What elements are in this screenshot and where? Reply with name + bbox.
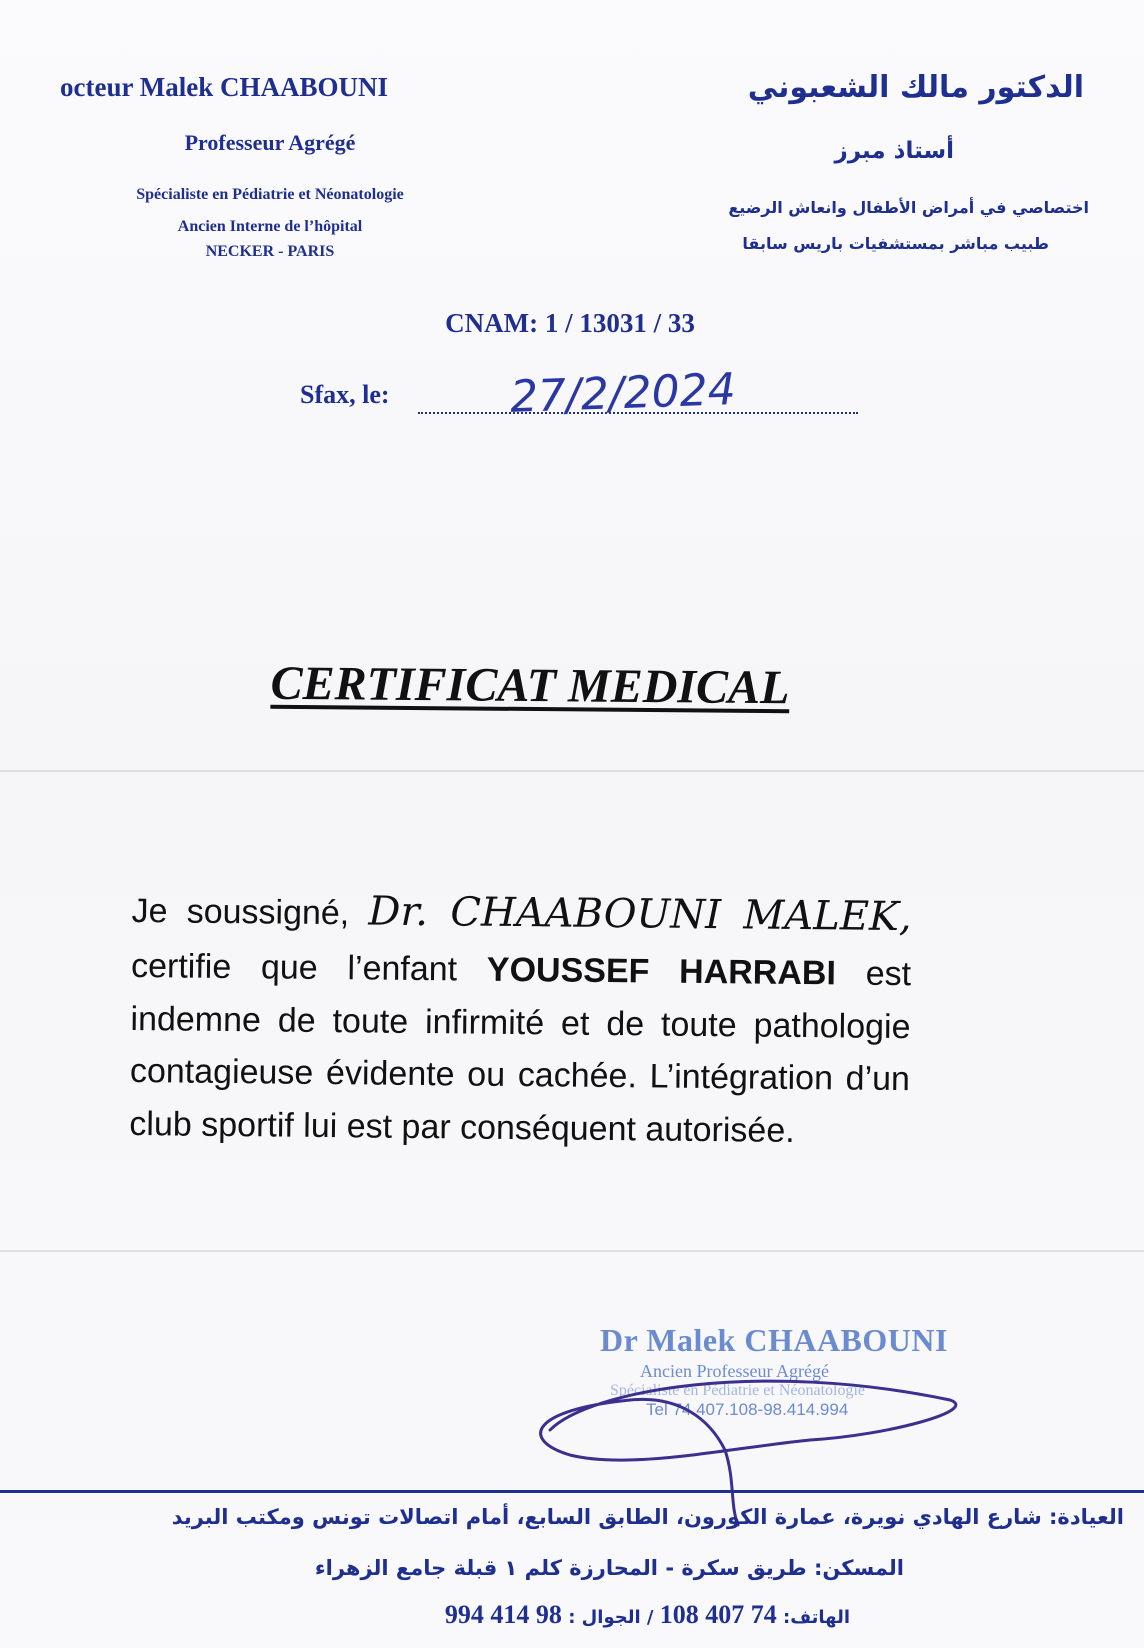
footer-home-address: المسكن: طريق سكرة - المحارزة كلم ١ قبلة جامع الزهراء [314,1556,904,1580]
date-handwritten: 27/2/2024 [509,364,737,423]
date-label: Sfax, le: [300,380,390,409]
doctor-name-ar: الدكتور مالك الشعبوني [747,70,1084,105]
doctor-intern-fr: Ancien Interne de l’hôpital [177,218,363,235]
doctor-specialty-ar: اختصاصي في أمراض الأطفال وانعاش الرضيع [728,198,1089,217]
body-certify: certifie que l’enfant [130,946,458,989]
cnam-number: CNAM: 1 / 13031 / 33 [445,308,695,338]
signature-icon [510,1330,980,1530]
phone-number: 74 407 108 [659,1600,777,1629]
body-child-name: YOUSSEF HARRABI [486,950,837,993]
fold-line [0,1250,1144,1252]
body-conclusion: L’intégration d’un club sportif lui est par conséquent autorisée. [129,1057,911,1151]
mobile-number: 98 414 994 [444,1600,562,1629]
doctor-specialty-fr: Spécialiste en Pédiatrie et Néonatologie [136,186,404,203]
doctor-name-fr: octeur Malek CHAABOUNI [60,72,388,102]
footer-phones [330,1600,850,1630]
certificate-body [129,878,912,1159]
doctor-title-fr: Professeur Agrégé [184,130,356,155]
body-doctor-name: Dr. CHAABOUNI MALEK, [368,888,912,941]
body-intro: Je soussigné, [131,891,350,933]
body-statement: est indemne de toute infirmité et de toute pathologie contagieuse évidente ou cachée. [129,954,912,1096]
footer-clinic-address: العيادة: شارع الهادي نويرة، عمارة الكورون، الطابق السابع، أمام اتصالات تونس ومكتب البريد [171,1505,1124,1529]
stamp-name: Dr Malek CHAABOUNI [600,1322,948,1358]
fold-line [0,770,1144,772]
doctor-title-ar: أستاذ مبرز [834,138,954,164]
doctor-hospital-fr: NECKER - PARIS [205,243,335,260]
footer-divider [0,1490,1144,1493]
phone-label: الهاتف: [783,1607,850,1628]
stamp-phone: Tel 74 407.108-98.414.994 [646,1400,849,1419]
mobile-label: / الجوال : [568,1607,654,1628]
stamp-title: Ancien Professeur Agrégé [640,1361,829,1381]
certificate-title: CERTIFICAT MEDICAL [270,656,790,715]
stamp-specialty: Spécialiste en Pédiatrie et Néonatologie [610,1382,866,1399]
doctor-intern-ar: طبيب مباشر بمستشفيات باريس سابقا [742,234,1049,253]
